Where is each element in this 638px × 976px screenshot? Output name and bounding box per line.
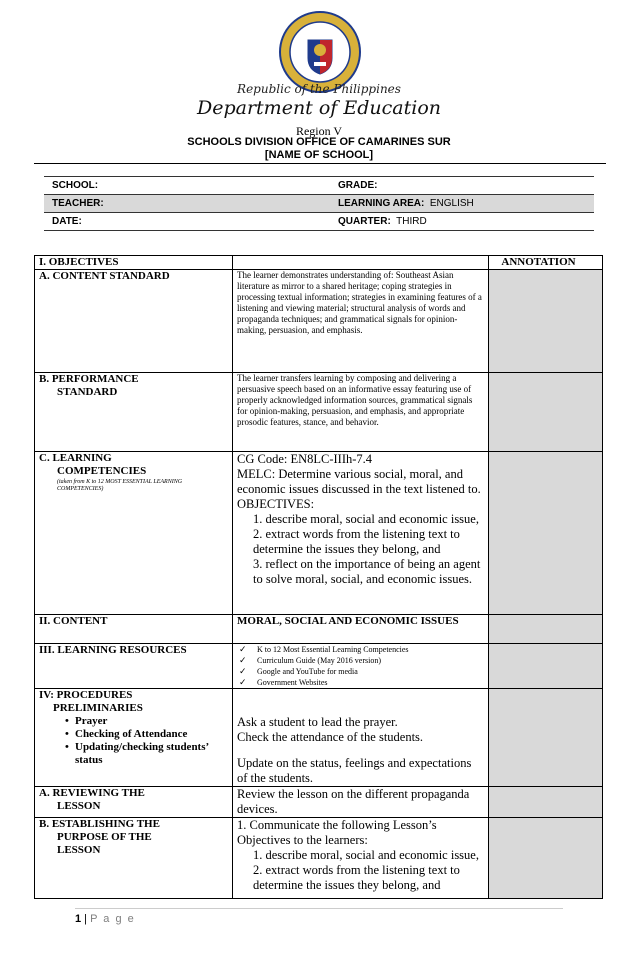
prayer-text: Ask a student to lead the prayer.	[237, 715, 398, 729]
objectives-header-row	[35, 256, 603, 270]
school-label: SCHOOL:	[52, 180, 99, 191]
procedures-row	[35, 689, 603, 787]
competencies-label-2: COMPETENCIES	[57, 465, 147, 477]
info-row-date	[44, 213, 594, 231]
resource-item: ✓ Google and YouTube for media	[237, 666, 484, 677]
updating-text: Update on the status, feelings and expectations of the students.	[237, 756, 472, 785]
content-row	[35, 615, 603, 644]
objectives-heading: I. OBJECTIVES	[35, 256, 233, 270]
objective-item: 2. extract words from the listening text to determine the issues they belong, and	[253, 527, 460, 556]
objective-item: 3. reflect on the importance of being an agent to solve moral, social, and economic issues.	[253, 557, 481, 586]
lesson-plan-table	[34, 255, 603, 899]
procedures-label: IV: PROCEDURES	[39, 689, 133, 701]
content-label: II. CONTENT	[35, 615, 233, 644]
establishing-label-1: B. ESTABLISHING THE	[39, 818, 160, 830]
objective-item: 2. extract words from the listening text to determine the issues they belong, and	[253, 863, 460, 892]
objectives-subheading: OBJECTIVES:	[237, 497, 315, 511]
competencies-note: (taken from K to 12 MOST ESSENTIAL LEARNING COMPETENCIES)	[57, 479, 183, 492]
learning-resources-label: III. LEARNING RESOURCES	[35, 644, 233, 689]
quarter-value: THIRD	[396, 216, 427, 227]
content-value: MORAL, SOCIAL AND ECONOMIC ISSUES	[233, 615, 489, 644]
establishing-row	[35, 818, 603, 899]
resource-item: ✓ K to 12 Most Essential Learning Competencies	[237, 644, 484, 655]
objective-item: 1. describe moral, social and economic issue,	[253, 848, 479, 862]
annotation-cell	[489, 689, 603, 787]
reviewing-text: Review the lesson on the different propaganda devices.	[233, 787, 489, 818]
page-word: P a g e	[90, 913, 136, 925]
resource-item: ✓ Government Websites	[237, 677, 484, 688]
header-divider	[34, 163, 606, 164]
page-separator: |	[81, 913, 91, 925]
learning-resources-row	[35, 644, 603, 689]
annotation-cell	[489, 615, 603, 644]
performance-label-1: B. PERFORMANCE	[39, 373, 139, 385]
melc-text: MELC: Determine various social, moral, and economic issues discussed in the text listened to.	[237, 467, 481, 496]
page-footer	[75, 913, 135, 925]
performance-standard-text: The learner transfers learning by composing and delivering a persuasive speech based on an informative essay featuring use of properly acknowledged information sources, grammatical signals for opinion-making, persuasion, and emphasis, and appropriate prosodic features, stance, and behavior.	[233, 373, 489, 452]
date-label: DATE:	[52, 216, 82, 227]
learning-area-label: LEARNING AREA:	[338, 198, 425, 209]
objective-item: 1. describe moral, social and economic issue,	[253, 512, 479, 526]
info-table	[44, 176, 594, 231]
division-line: SCHOOLS DIVISION OFFICE OF CAMARINES SUR	[187, 136, 451, 148]
attendance-text: Check the attendance of the students.	[237, 730, 424, 744]
establishing-label-2: PURPOSE OF THE	[57, 831, 152, 843]
quarter-label: QUARTER:	[338, 216, 391, 227]
region-line: Region V	[295, 124, 343, 138]
annotation-cell	[489, 787, 603, 818]
prayer-label: • Prayer	[39, 715, 228, 728]
learning-area-value: ENGLISH	[429, 198, 474, 209]
annotation-cell	[489, 818, 603, 899]
establishing-label-3: LESSON	[57, 844, 101, 856]
learning-competencies-row	[35, 452, 603, 615]
updating-label: • Updating/checking students’ status	[39, 741, 228, 767]
page-number: 1	[75, 913, 82, 925]
footer-divider	[75, 908, 563, 909]
info-row-school	[44, 177, 594, 195]
attendance-label: • Checking of Attendance	[39, 728, 228, 741]
teacher-label: TEACHER:	[52, 198, 104, 209]
republic-line: Republic of the Philippines	[237, 82, 401, 96]
annotation-cell	[489, 270, 603, 373]
resource-item: ✓ Curriculum Guide (May 2016 version)	[237, 655, 484, 666]
department-title: Department of Education	[197, 97, 441, 119]
annotation-heading: ANNOTATION	[489, 256, 603, 270]
cg-code: CG Code: EN8LC-IIIh-7.4	[237, 452, 373, 466]
annotation-cell	[489, 644, 603, 689]
grade-label: GRADE:	[338, 180, 378, 191]
school-name-line: [NAME OF SCHOOL]	[264, 149, 374, 161]
content-standard-label: A. CONTENT STANDARD	[35, 270, 233, 373]
reviewing-row	[35, 787, 603, 818]
reviewing-label-2: LESSON	[57, 800, 101, 812]
establishing-text: 1. Communicate the following Lesson’s Objectives to the learners:	[237, 818, 437, 847]
content-standard-text: The learner demonstrates understanding of: Southeast Asian literature as mirror to a shared heritage; coping strategies in processing textual information; strategies in examining features of a listening and viewing material; structural analysis of words and propaganda techniques; and grammatical signals for opinion- making, persuasion, and emphasis.	[233, 270, 489, 373]
performance-label-2: STANDARD	[57, 386, 118, 398]
competencies-label-1: C. LEARNING	[39, 452, 112, 464]
content-standard-row	[35, 270, 603, 373]
annotation-cell	[489, 452, 603, 615]
annotation-cell	[489, 373, 603, 452]
preliminaries-label: PRELIMINARIES	[53, 702, 143, 714]
performance-standard-row	[35, 373, 603, 452]
info-row-teacher	[44, 195, 594, 213]
reviewing-label-1: A. REVIEWING THE	[39, 787, 145, 799]
